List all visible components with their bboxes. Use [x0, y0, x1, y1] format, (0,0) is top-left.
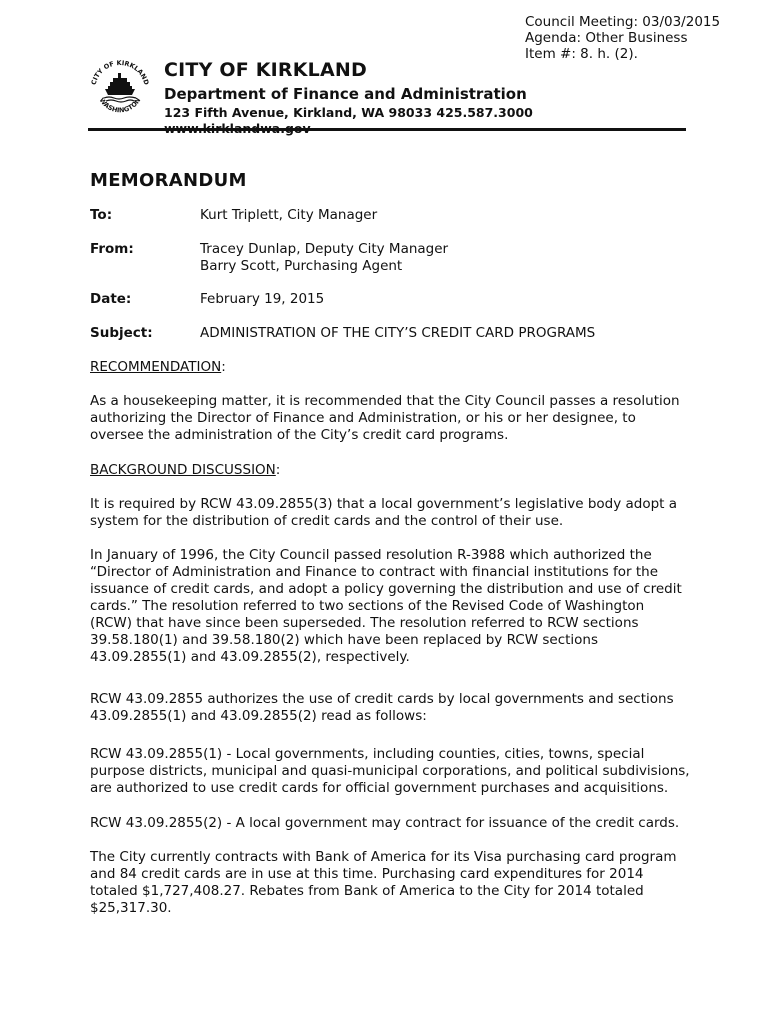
recommendation-heading-text: RECOMMENDATION	[90, 359, 222, 375]
paragraph-text: It is required by RCW 43.09.2855(3) that a local government’s legislative body adopt a system for the distribution of credit cards and the control of their use.	[90, 496, 678, 529]
background-paragraph-3	[90, 691, 690, 725]
meeting-item: Item #: 8. h. (2).	[525, 46, 638, 62]
memo-title: MEMORANDUM	[90, 170, 247, 191]
paragraph-text: In January of 1996, the City Council passed resolution R-3988 which authorized the “Director of Administration and Finance to contract with financial institutions for the issuance of credit cards, and adopt a policy governing the distribution and use of credit cards.” The resolution referred to two sections of the Revised Code of Washington (RCW) that have since been superseded. The resolution referred to RCW sections 39.58.180(1) and 39.58.180(2) which have been replaced by RCW sections 43.09.2855(1) and 43.09.2855(2), respectively.	[90, 547, 682, 665]
paragraph-text: RCW 43.09.2855(2) - A local government may contract for issuance of the credit cards.	[90, 815, 680, 831]
header-divider	[88, 128, 686, 131]
recommendation-text: As a housekeeping matter, it is recommended that the City Council passes a resolution authorizing the Director of Finance and Administration, or his or her designee, to oversee the administration of the City’s credit card programs.	[90, 393, 680, 443]
paragraph-text: RCW 43.09.2855(1) - Local governments, including counties, cities, towns, special purpose districts, municipal and quasi-municipal corporations, and political subdivisions, are authorized to use credit cards for official government purchases and acquisitions.	[90, 746, 690, 796]
background-paragraph-6	[90, 849, 690, 917]
seal-text-bottom: WASHINGTON	[97, 96, 143, 115]
meeting-agenda: Agenda: Other Business	[525, 30, 688, 46]
background-paragraph-1	[90, 496, 690, 530]
to-label: To:	[90, 207, 113, 223]
from-value-2: Barry Scott, Purchasing Agent	[200, 258, 403, 274]
subject-label: Subject:	[90, 325, 153, 341]
seal-text-top: CITY OF KIRKLAND	[89, 58, 151, 86]
organization-header	[164, 58, 533, 137]
rcw-quote-1	[90, 746, 690, 797]
background-heading-text: BACKGROUND DISCUSSION	[90, 462, 276, 478]
city-name: CITY OF KIRKLAND	[164, 59, 367, 81]
city-seal-icon	[86, 56, 154, 124]
council-meeting-info	[525, 14, 720, 62]
date-label: Date:	[90, 291, 132, 307]
from-value-1: Tracey Dunlap, Deputy City Manager	[200, 241, 449, 257]
subject-value: ADMINISTRATION OF THE CITY’S CREDIT CARD PROGRAMS	[200, 325, 596, 341]
paragraph-text: The City currently contracts with Bank of America for its Visa purchasing card program and 84 credit cards are in use at this time. Purchasing card expenditures for 2014 totaled $1,727,408.27. Rebates from Bank of America to the City for 2014 totaled $25,317.30.	[90, 849, 677, 916]
recommendation-paragraph	[90, 393, 690, 444]
paragraph-text: RCW 43.09.2855 authorizes the use of credit cards by local governments and sections 43.09.2855(1) and 43.09.2855(2) read as follows:	[90, 691, 674, 724]
department-name: Department of Finance and Administration	[164, 85, 527, 103]
date-value: February 19, 2015	[200, 291, 325, 307]
background-paragraph-2	[90, 547, 690, 666]
from-label: From:	[90, 241, 134, 257]
to-value: Kurt Triplett, City Manager	[200, 207, 378, 223]
department-address: 123 Fifth Avenue, Kirkland, WA 98033 425.587.3000	[164, 105, 533, 120]
recommendation-heading: RECOMMENDATION:	[90, 359, 226, 375]
meeting-date: Council Meeting: 03/03/2015	[525, 14, 721, 30]
rcw-quote-2	[90, 815, 690, 832]
background-heading: BACKGROUND DISCUSSION:	[90, 462, 281, 478]
